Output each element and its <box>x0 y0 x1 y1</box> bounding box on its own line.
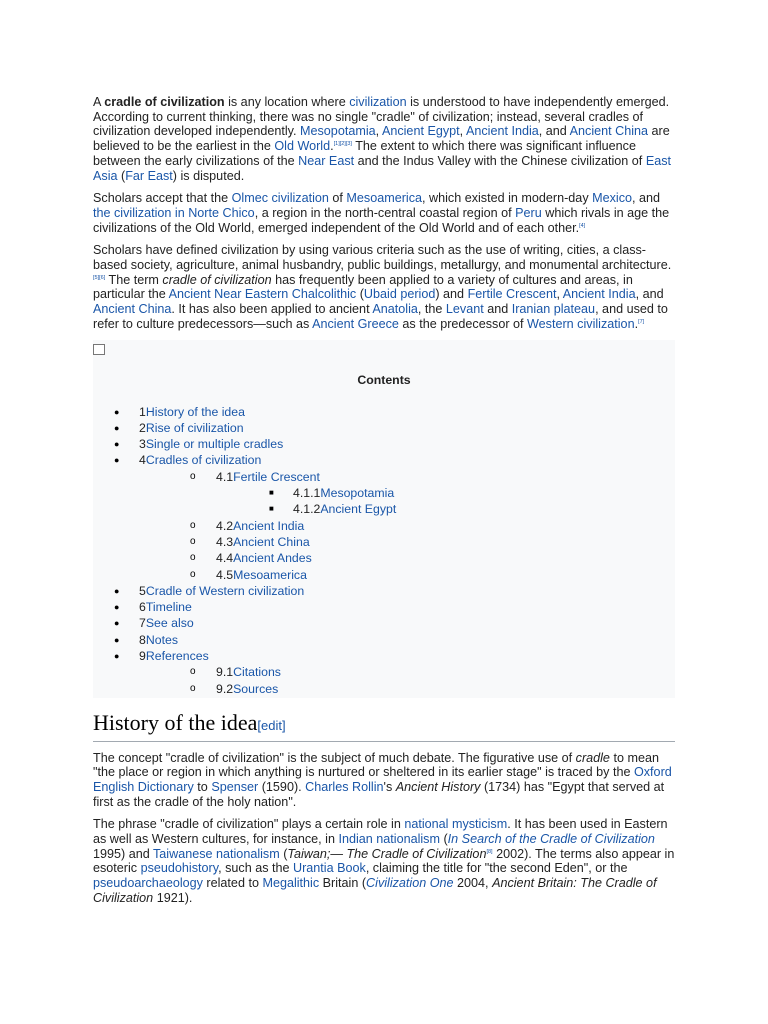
link-ancient-china-2[interactable]: Ancient China <box>93 302 172 317</box>
link-civilization-one[interactable]: Civilization One <box>366 876 454 891</box>
link-fertile-crescent[interactable]: Fertile Crescent <box>467 287 557 302</box>
toc-subitem[interactable]: o 4.3Ancient China <box>190 534 310 549</box>
toc-item[interactable]: ● 3Single or multiple cradles <box>114 437 284 452</box>
disc-bullet-icon: ● <box>114 406 120 417</box>
link-megalithic[interactable]: Megalithic <box>262 876 320 891</box>
disc-bullet-icon: ● <box>114 439 120 450</box>
link-anatolia[interactable]: Anatolia <box>372 302 418 317</box>
square-bullet-icon: ■ <box>269 488 274 498</box>
link-ancient-egypt[interactable]: Ancient Egypt <box>381 124 460 139</box>
disc-bullet-icon: ● <box>114 634 120 645</box>
disc-bullet-icon: ● <box>114 602 120 613</box>
intro-paragraph-1: A cradle of civilization is any location where civilization is understood to have independently emerged. According to current thinking, there was no single "cradle" of civilization; instead, several cradles of civilization developed independently. Mesopotamia, Ancient Egypt, Ancient India, and Ancient China are believed to be the earliest in the Old World.[1][2][3] The extent to which there was significant influence between the early civilizations of the Near East and the Indus Valley with the Chinese civilization of East Asia (Far East) is disputed. <box>93 95 672 183</box>
toc-subitem[interactable]: o 9.2Sources <box>190 681 279 696</box>
link-taiwanese-nationalism[interactable]: Taiwanese nationalism <box>153 846 280 861</box>
history-paragraph-2: The phrase "cradle of civilization" plays a certain role in national mysticism. It has been used in Eastern as well as Western cultures, for instance, in Indian nationalism (In Search of the Cradle of Civilization 1995) and Taiwanese nationalism (Taiwan;— The Cradle of Civilization[8] 2002). The terms also appear in esoteric pseudohistory, such as the Urantia Book, claiming the title for "the second Eden", or the pseudoarchaeology related to Megalithic Britain (Civilization One 2004, Ancient Britain: The Cradle of Civilization 1921). <box>93 817 675 905</box>
link-ancient-near-eastern-chalcolithic[interactable]: Ancient Near Eastern Chalcolithic <box>168 287 357 302</box>
link-in-search-of-the-cradle[interactable]: In Search of the Cradle of Civilization <box>447 832 655 847</box>
citation-7[interactable]: [7] <box>638 318 645 325</box>
link-western-civilization[interactable]: Western civilization <box>527 316 635 331</box>
edit-section-link[interactable]: edit <box>260 717 282 733</box>
link-norte-chico[interactable]: the civilization in Norte Chico <box>93 205 255 220</box>
link-far-east[interactable]: Far East <box>125 168 173 183</box>
square-bullet-icon: ■ <box>269 504 274 514</box>
disc-bullet-icon: ● <box>114 618 120 629</box>
citation-8[interactable]: [8] <box>486 848 493 855</box>
link-ancient-greece[interactable]: Ancient Greece <box>312 316 399 331</box>
table-of-contents <box>93 340 675 698</box>
toc-subitem[interactable]: o 4.1Fertile Crescent <box>190 469 320 484</box>
link-peru[interactable]: Peru <box>515 205 542 220</box>
article-content <box>93 95 675 914</box>
circle-bullet-icon: o <box>190 568 196 580</box>
link-spenser[interactable]: Spenser <box>211 779 259 794</box>
toc-item[interactable]: ● 9References <box>114 649 209 663</box>
bold-term: cradle of civilization <box>104 95 225 109</box>
link-olmec[interactable]: Olmec civilization <box>231 191 329 206</box>
link-iranian-plateau[interactable]: Iranian plateau <box>511 302 596 317</box>
circle-bullet-icon: o <box>190 470 196 482</box>
toc-item[interactable]: ● 1History of the idea <box>114 404 245 419</box>
toc-list <box>93 404 675 697</box>
link-oxford-english-dictionary[interactable]: Oxford English Dictionary <box>93 765 672 794</box>
link-mexico[interactable]: Mexico <box>592 191 633 206</box>
link-ubaid-period[interactable]: Ubaid period <box>363 287 436 302</box>
link-national-mysticism[interactable]: national mysticism <box>404 817 508 832</box>
circle-bullet-icon: o <box>190 682 196 694</box>
toc-subitem[interactable]: o 4.4Ancient Andes <box>190 551 312 566</box>
link-pseudoarchaeology[interactable]: pseudoarchaeology <box>93 876 203 891</box>
history-paragraph-1: The concept "cradle of civilization" is the subject of much debate. The figurative use of cradle to mean "the place or region in which anything is nurtured or sheltered in its earlier stage" is traced by the Oxford English Dictionary to Spenser (1590). Charles Rollin's Ancient History (1734) has "Egypt that served at first as the cradle of the holy nation". <box>93 750 672 809</box>
citation-4[interactable]: [4] <box>579 222 586 229</box>
toc-item[interactable]: ● 4Cradles of civilization <box>114 453 262 468</box>
link-old-world[interactable]: Old World <box>274 139 331 154</box>
disc-bullet-icon: ● <box>114 585 120 596</box>
citation-5-6[interactable]: [5][6] <box>93 274 106 281</box>
intro-paragraph-2: Scholars accept that the Olmec civilization of Mesoamerica, which existed in modern-day Mexico, and the civilization in Norte Chico, a region in the north-central coastal region of Peru which rivals in age the civilizations of the Old World, emerged independent of the Old World and of each other.[4] <box>93 191 670 235</box>
link-near-east[interactable]: Near East <box>298 153 355 168</box>
link-pseudohistory[interactable]: pseudohistory <box>140 861 219 876</box>
disc-bullet-icon: ● <box>114 651 120 661</box>
link-east-asia[interactable]: East Asia <box>93 153 672 183</box>
link-urantia-book[interactable]: Urantia Book <box>293 861 366 876</box>
link-indian-nationalism[interactable]: Indian nationalism <box>338 832 440 847</box>
toc-item[interactable]: ● 8Notes <box>114 632 178 647</box>
toc-item[interactable]: ● 6Timeline <box>114 600 192 615</box>
section-heading-history: History of the idea[edit] <box>93 710 675 742</box>
toc-subitem[interactable]: o 4.5Mesoamerica <box>190 567 307 582</box>
circle-bullet-icon: o <box>190 519 196 531</box>
link-charles-rollin[interactable]: Charles Rollin <box>305 779 384 794</box>
link-ancient-india[interactable]: Ancient India <box>465 124 539 139</box>
toc-toggle-checkbox[interactable] <box>93 344 105 355</box>
link-civilization[interactable]: civilization <box>349 95 407 109</box>
toc-subitem[interactable]: o 9.1Citations <box>190 665 281 680</box>
link-mesoamerica[interactable]: Mesoamerica <box>346 191 423 206</box>
link-ancient-india-2[interactable]: Ancient India <box>562 287 636 302</box>
circle-bullet-icon: o <box>190 535 196 547</box>
disc-bullet-icon: ● <box>114 422 120 433</box>
toc-subsubitem[interactable]: ■ 4.1.2Ancient Egypt <box>269 502 397 517</box>
toc-item[interactable]: ● 2Rise of civilization <box>114 420 244 435</box>
circle-bullet-icon: o <box>190 666 196 678</box>
link-levant[interactable]: Levant <box>445 302 484 317</box>
toc-item[interactable]: ● 7See also <box>114 616 194 631</box>
toc-subitem[interactable]: o 4.2Ancient India <box>190 518 305 533</box>
intro-paragraph-3: Scholars have defined civilization by using various criteria such as the use of writing, cities, a class-based society, agriculture, animal husbandry, public buildings, metallurgy, and monumental architecture.[5][6] The term cradle of civilization has frequently been applied to a variety of cultures and areas, in particular the Ancient Near Eastern Chalcolithic (Ubaid period) and Fertile Crescent, Ancient India, and Ancient China. It has also been applied to ancient Anatolia, the Levant and Iranian plateau, and used to refer to culture predecessors—such as Ancient Greece as the predecessor of Western civilization.[7] <box>93 243 672 331</box>
toc-item[interactable]: ● 5Cradle of Western civilization <box>114 583 305 598</box>
disc-bullet-icon: ● <box>114 455 120 466</box>
toc-title: Contents <box>357 372 411 387</box>
circle-bullet-icon: o <box>190 552 196 564</box>
link-ancient-china[interactable]: Ancient China <box>569 124 649 139</box>
toc-subsubitem[interactable]: ■ 4.1.1Mesopotamia <box>269 486 395 501</box>
link-mesopotamia[interactable]: Mesopotamia <box>300 124 376 139</box>
citation-1-2-3[interactable]: [1][2][3] <box>333 141 352 148</box>
